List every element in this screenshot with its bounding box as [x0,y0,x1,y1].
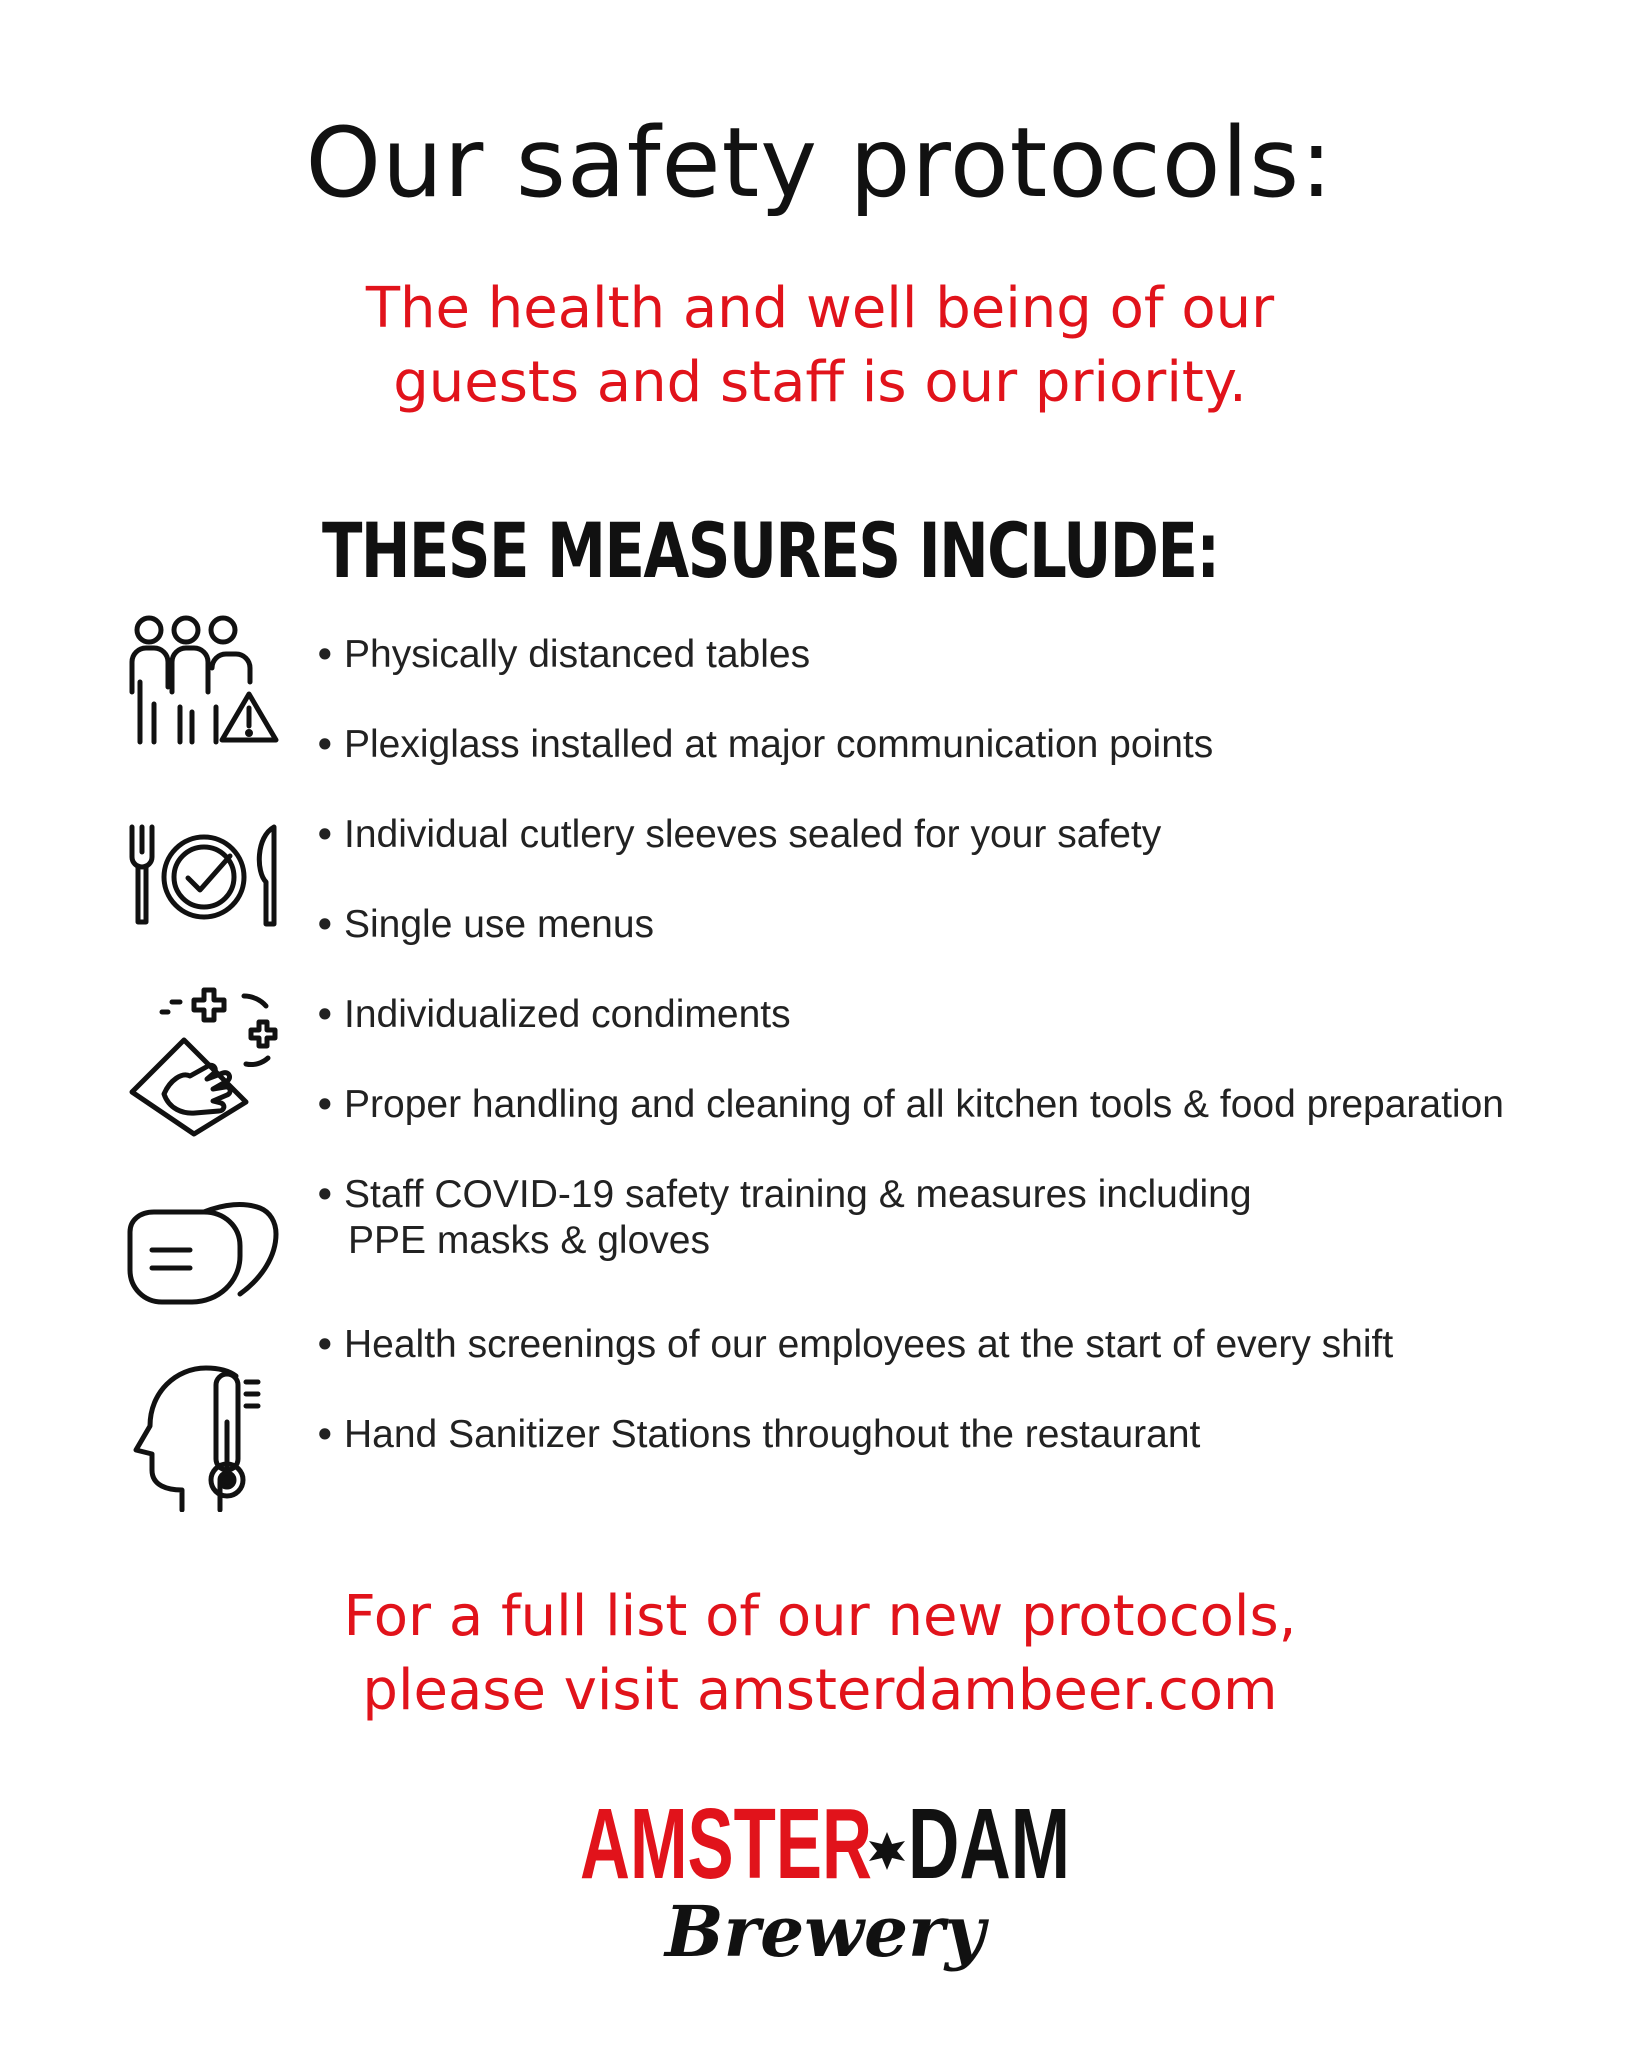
bullet-dot: • [318,1083,332,1126]
bullet-dot: • [318,1173,332,1216]
measure-text: Staff COVID-19 safety training & measures including [344,1173,1252,1216]
measure-text: Health screenings of our employees at the start of every shift [344,1323,1394,1366]
amsterdam-brewery-logo [580,1796,1070,1976]
logo-text-amster: AMSTER [580,1796,872,1900]
sanitize-wipe-hand-icon [124,982,294,1142]
full-list-note [300,1580,1340,1728]
measure-text: Plexiglass installed at major communication points [344,723,1214,766]
full-list-note-line-2: please visit amsterdambeer.com [362,1658,1278,1723]
full-list-note-line-1: For a full list of our new protocols, [343,1584,1297,1649]
list-item [318,1082,1504,1128]
bullet-dot: • [318,1323,332,1366]
priority-statement [330,272,1310,420]
list-item [318,1172,1252,1264]
bullet-dot: • [318,993,332,1036]
bullet-dot: • [318,723,332,766]
cutlery-plate-check-icon [124,822,284,932]
measure-text-continued: PPE masks & gloves [348,1219,710,1262]
bullet-dot: • [318,903,332,946]
bullet-dot: • [318,633,332,676]
list-item [318,1322,1393,1368]
logo-text-dam: DAM [908,1796,1070,1900]
list-item [318,812,1161,858]
priority-statement-line-2: guests and staff is our priority. [393,350,1247,415]
priority-statement-line-1: The health and well being of our [365,276,1275,341]
list-item [318,902,654,948]
list-item [318,722,1213,768]
logo-text-brewery: Brewery [663,1890,990,1973]
page-title: Our safety protocols: [305,107,1334,219]
measure-text: Physically distanced tables [344,633,811,676]
bullet-dot: • [318,1413,332,1456]
measure-text: Hand Sanitizer Stations throughout the restaurant [344,1413,1201,1456]
measures-heading: THESE MEASURES INCLUDE: [322,506,1219,595]
measure-text: Individualized condiments [344,993,791,1036]
list-item [318,1412,1200,1458]
bullet-dot: • [318,813,332,856]
measure-text: Proper handling and cleaning of all kitchen tools & food preparation [344,1083,1504,1126]
list-item [318,632,810,678]
measure-text: Individual cutlery sleeves sealed for your safety [344,813,1162,856]
head-thermometer-icon [124,1362,284,1512]
list-item [318,992,791,1038]
people-distancing-warning-icon [124,612,284,762]
face-mask-icon [124,1192,284,1322]
star-icon [869,1832,905,1870]
measure-text: Single use menus [344,903,655,946]
